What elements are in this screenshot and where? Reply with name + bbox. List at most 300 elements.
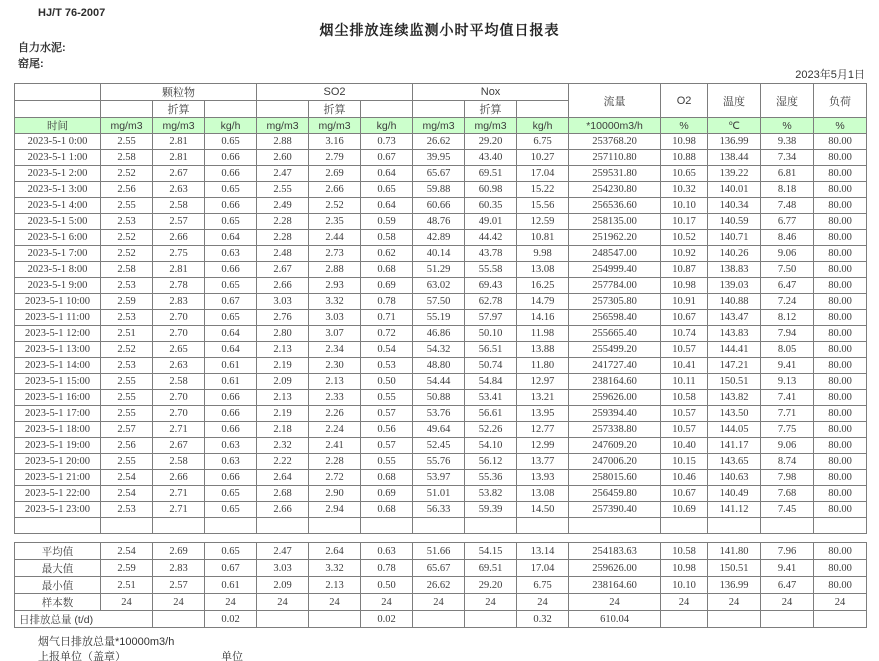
table-cell: 2.63 [153,358,205,374]
table-cell: 610.04 [569,611,661,628]
table-cell: 29.20 [465,134,517,150]
table-cell: 0.59 [361,214,413,230]
table-cell: 69.43 [465,278,517,294]
table-cell: 2.88 [309,262,361,278]
table-cell: 0.65 [361,182,413,198]
table-cell: 2023-5-1 23:00 [15,502,101,518]
table-cell: 2.57 [153,577,205,594]
table-cell [153,611,205,628]
table-cell: 24 [517,594,569,611]
table-cell: 10.65 [661,166,708,182]
table-cell [257,518,309,534]
table-cell: 0.64 [205,342,257,358]
table-cell: 8.18 [761,182,814,198]
table-cell: 0.50 [361,374,413,390]
table-row [15,294,867,310]
table-cell: 80.00 [814,342,867,358]
table-cell: 2.13 [257,342,309,358]
table-cell: 138.83 [708,262,761,278]
table-cell: 2.13 [309,374,361,390]
table-cell: 2.71 [153,422,205,438]
table-cell: 247609.20 [569,438,661,454]
table-row [15,543,867,560]
table-cell [708,611,761,628]
table-cell: 0.69 [361,486,413,502]
table-cell: 10.57 [661,422,708,438]
table-cell: 10.67 [661,486,708,502]
table-cell: 0.02 [361,611,413,628]
table-cell [708,518,761,534]
table-cell: 2.56 [101,438,153,454]
table-cell: 52.26 [465,422,517,438]
col-temperature: 温度 [708,84,761,118]
table-cell: 80.00 [814,310,867,326]
table-cell: 2023-5-1 10:00 [15,294,101,310]
table-cell: 2.58 [153,374,205,390]
table-row [15,310,867,326]
table-row [15,560,867,577]
table-cell: 2.60 [257,150,309,166]
table-cell: 80.00 [814,422,867,438]
table-cell: 53.82 [465,486,517,502]
table-cell: 12.97 [517,374,569,390]
table-cell: 最大值 [15,560,101,577]
table-cell: 0.65 [205,134,257,150]
table-row [15,486,867,502]
table-cell: 2.70 [153,310,205,326]
table-cell: 51.29 [413,262,465,278]
table-cell: 2023-5-1 5:00 [15,214,101,230]
table-cell: 80.00 [814,134,867,150]
table-cell: 0.63 [205,246,257,262]
table-cell: 2.51 [101,577,153,594]
table-cell: 11.80 [517,358,569,374]
table-cell: 2.55 [101,134,153,150]
table-cell: 15.22 [517,182,569,198]
report-tables [14,83,866,628]
table-cell: 2.09 [257,577,309,594]
table-cell: 2.28 [257,214,309,230]
table-cell: 2.58 [153,198,205,214]
table-cell: 2023-5-1 15:00 [15,374,101,390]
table-cell: 2.63 [153,182,205,198]
table-cell: 2.80 [257,326,309,342]
table-cell: 56.12 [465,454,517,470]
table-cell: 2.66 [153,470,205,486]
table-cell: 2.70 [153,406,205,422]
table-cell: 2.70 [153,390,205,406]
table-cell: 43.78 [465,246,517,262]
table-cell: 9.41 [761,560,814,577]
table-cell: 0.64 [205,230,257,246]
flue-gas-total-note: 烟气日排放总量*10000m3/h [38,636,175,648]
table-cell: 57.97 [465,310,517,326]
table-cell: 2.55 [257,182,309,198]
table-cell: 2.67 [153,438,205,454]
table-cell: 13.88 [517,342,569,358]
table-cell: 6.47 [761,577,814,594]
table-cell: 63.02 [413,278,465,294]
table-cell: 80.00 [814,486,867,502]
table-cell: 0.66 [205,406,257,422]
table-cell: 2023-5-1 12:00 [15,326,101,342]
table-cell: 258015.60 [569,470,661,486]
table-cell: 143.65 [708,454,761,470]
table-cell: 65.67 [413,560,465,577]
table-cell: 2.83 [153,560,205,577]
table-row [15,577,867,594]
table-cell: 6.75 [517,577,569,594]
table-cell: 54.10 [465,438,517,454]
table-cell: 255499.20 [569,342,661,358]
table-cell: 2023-5-1 2:00 [15,166,101,182]
blank-cell [413,101,465,118]
table-cell: 2.65 [153,342,205,358]
table-cell: 6.47 [761,278,814,294]
table-cell: 6.75 [517,134,569,150]
table-cell: 144.05 [708,422,761,438]
table-cell: 141.12 [708,502,761,518]
table-cell: 10.17 [661,214,708,230]
table-cell: 样本数 [15,594,101,611]
table-cell: 2023-5-1 6:00 [15,230,101,246]
table-cell: 55.58 [465,262,517,278]
table-cell: 0.66 [205,422,257,438]
table-cell: 7.48 [761,198,814,214]
table-cell: 10.81 [517,230,569,246]
unit-cell: kg/h [361,118,413,134]
table-cell: 10.58 [661,543,708,560]
table-cell: 7.34 [761,150,814,166]
table-cell [413,518,465,534]
table-cell: 80.00 [814,262,867,278]
col-humidity: 湿度 [761,84,814,118]
table-cell: 255665.40 [569,326,661,342]
table-cell: 69.51 [465,560,517,577]
table-cell: 2.41 [309,438,361,454]
table-cell: 69.51 [465,166,517,182]
table-cell: 138.44 [708,150,761,166]
blank-cell [101,101,153,118]
table-cell: 2.26 [309,406,361,422]
table-cell: 257390.40 [569,502,661,518]
table-cell: 2.81 [153,150,205,166]
table-cell: 24 [309,594,361,611]
table-cell: 254230.80 [569,182,661,198]
table-cell: 7.41 [761,390,814,406]
table-cell: 10.88 [661,150,708,166]
table-cell: 3.03 [257,560,309,577]
converted-label-so2: 折算 [309,101,361,118]
table-cell: 2.58 [101,262,153,278]
report-unit-label: 上报单位（盖章） [38,651,126,661]
table-cell: 24 [814,594,867,611]
table-cell: 0.57 [361,406,413,422]
table-cell: 3.32 [309,294,361,310]
table-cell: 48.76 [413,214,465,230]
table-cell: 50.10 [465,326,517,342]
table-row [15,166,867,182]
table-cell: 24 [205,594,257,611]
table-cell: 57.50 [413,294,465,310]
table-cell: 0.78 [361,294,413,310]
table-cell: 3.07 [309,326,361,342]
table-cell: 49.01 [465,214,517,230]
table-cell: 7.96 [761,543,814,560]
table-cell: 150.51 [708,374,761,390]
table-cell: 2.51 [101,326,153,342]
table-cell: 2.32 [257,438,309,454]
table-cell: 50.88 [413,390,465,406]
table-cell: 80.00 [814,166,867,182]
table-row [15,502,867,518]
unit-cell: mg/m3 [413,118,465,134]
table-cell: 0.67 [205,560,257,577]
table-cell: 24 [569,594,661,611]
table-cell [661,518,708,534]
table-cell: 2.67 [257,262,309,278]
table-cell: 2023-5-1 22:00 [15,486,101,502]
table-cell: 10.69 [661,502,708,518]
table-cell: 8.46 [761,230,814,246]
table-cell: 0.66 [205,150,257,166]
table-cell: 10.58 [661,390,708,406]
table-cell: 7.71 [761,406,814,422]
table-cell: 80.00 [814,406,867,422]
table-cell: 143.47 [708,310,761,326]
summary-rows [15,543,867,628]
table-cell: 10.57 [661,342,708,358]
table-cell: 2.73 [309,246,361,262]
table-cell: 9.98 [517,246,569,262]
table-cell: 140.88 [708,294,761,310]
table-cell: 2023-5-1 18:00 [15,422,101,438]
table-cell: 0.64 [361,198,413,214]
table-cell: 0.63 [361,543,413,560]
table-cell: 0.58 [361,230,413,246]
table-cell: 259531.80 [569,166,661,182]
table-cell: 9.41 [761,358,814,374]
table-cell: 10.40 [661,438,708,454]
table-cell: 9.06 [761,246,814,262]
table-cell: 16.25 [517,278,569,294]
table-cell: 139.03 [708,278,761,294]
table-cell: 24 [708,594,761,611]
table-cell: 55.76 [413,454,465,470]
unit-cell: ℃ [708,118,761,134]
table-cell: 56.33 [413,502,465,518]
table-cell: 2.19 [257,406,309,422]
table-cell: 3.03 [309,310,361,326]
table-row [15,182,867,198]
table-cell: 7.94 [761,326,814,342]
table-cell: 2.22 [257,454,309,470]
blank-cell [257,101,309,118]
table-cell: 40.14 [413,246,465,262]
table-cell: 2023-5-1 7:00 [15,246,101,262]
table-cell: 0.55 [361,390,413,406]
report-date: 2023年5月1日 [795,69,865,81]
table-cell: 2.72 [309,470,361,486]
table-cell: 56.61 [465,406,517,422]
table-cell: 259394.40 [569,406,661,422]
table-cell: 2.59 [101,294,153,310]
table-cell: 10.92 [661,246,708,262]
table-cell: 10.98 [661,560,708,577]
table-cell: 24 [257,594,309,611]
standard-code: HJ/T 76-2007 [38,7,106,19]
table-cell: 0.55 [361,454,413,470]
table-cell: 0.73 [361,134,413,150]
table-row [15,406,867,422]
table-cell: 2023-5-1 11:00 [15,310,101,326]
table-cell: 2.54 [101,470,153,486]
table-cell: 0.54 [361,342,413,358]
table-cell: 24 [761,594,814,611]
table-cell: 80.00 [814,326,867,342]
table-cell: 0.68 [361,262,413,278]
table-cell: 42.89 [413,230,465,246]
table-cell: 10.46 [661,470,708,486]
table-row [15,390,867,406]
unit-cell: mg/m3 [465,118,517,134]
table-cell: 10.27 [517,150,569,166]
table-cell: 254999.40 [569,262,661,278]
table-cell: 26.62 [413,134,465,150]
table-cell: 46.86 [413,326,465,342]
table-cell: 56.51 [465,342,517,358]
table-cell: 2.52 [309,198,361,214]
table-cell: 256536.60 [569,198,661,214]
table-cell: 80.00 [814,560,867,577]
table-cell: 2023-5-1 19:00 [15,438,101,454]
table-cell: 257784.00 [569,278,661,294]
table-cell: 10.91 [661,294,708,310]
table-row [15,214,867,230]
table-cell: 15.56 [517,198,569,214]
table-cell: 2.47 [257,166,309,182]
table-cell: 2.81 [153,134,205,150]
table-row [15,278,867,294]
table-cell: 0.66 [205,470,257,486]
table-cell: 139.22 [708,166,761,182]
table-cell: 2.71 [153,486,205,502]
table-cell: 2023-5-1 13:00 [15,342,101,358]
table-cell: 2023-5-1 14:00 [15,358,101,374]
converted-label-pm: 折算 [153,101,205,118]
table-cell: 13.08 [517,486,569,502]
table-cell: 2.66 [309,182,361,198]
table-header [15,84,867,134]
table-cell: 10.57 [661,406,708,422]
table-cell: 0.69 [361,278,413,294]
table-cell: 17.04 [517,560,569,577]
table-cell: 2.53 [101,502,153,518]
table-cell: 2.93 [309,278,361,294]
table-cell: 2.09 [257,374,309,390]
table-cell: 13.21 [517,390,569,406]
table-cell: 0.68 [361,470,413,486]
table-cell: 17.04 [517,166,569,182]
table-cell [517,518,569,534]
table-cell: 2.57 [153,214,205,230]
table-cell: 10.10 [661,577,708,594]
table-row [15,230,867,246]
table-cell: 2.83 [153,294,205,310]
table-cell: 257338.80 [569,422,661,438]
table-cell: 150.51 [708,560,761,577]
table-cell: 0.32 [517,611,569,628]
table-cell [761,518,814,534]
table-cell: 44.42 [465,230,517,246]
table-cell: 12.99 [517,438,569,454]
table-cell: 52.45 [413,438,465,454]
table-cell: 140.34 [708,198,761,214]
table-cell: 24 [361,594,413,611]
table-cell: 80.00 [814,246,867,262]
summary-table [14,542,867,628]
table-cell: 80.00 [814,198,867,214]
table-cell: 2.75 [153,246,205,262]
table-cell [205,518,257,534]
table-cell: 2.56 [101,182,153,198]
table-cell: 54.84 [465,374,517,390]
table-cell: 2.76 [257,310,309,326]
table-cell: 2023-5-1 9:00 [15,278,101,294]
table-cell: 11.98 [517,326,569,342]
table-cell: 2.55 [101,198,153,214]
table-cell: 8.05 [761,342,814,358]
blank-cell [205,101,257,118]
table-cell: 10.15 [661,454,708,470]
table-cell: 0.65 [205,182,257,198]
table-cell: 2023-5-1 17:00 [15,406,101,422]
table-cell: 12.59 [517,214,569,230]
table-cell: 3.16 [309,134,361,150]
table-cell: 2.33 [309,390,361,406]
table-cell: 2.52 [101,230,153,246]
table-cell: 80.00 [814,390,867,406]
table-cell: 80.00 [814,543,867,560]
table-cell: 7.68 [761,486,814,502]
table-cell: 54.44 [413,374,465,390]
table-cell: 2.81 [153,262,205,278]
table-cell: 51.01 [413,486,465,502]
unit-cell: mg/m3 [153,118,205,134]
table-row [15,422,867,438]
table-cell: 2.53 [101,214,153,230]
table-cell: 143.50 [708,406,761,422]
table-cell: 2.13 [257,390,309,406]
table-cell: 65.67 [413,166,465,182]
table-cell: 0.65 [205,278,257,294]
table-cell: 2.30 [309,358,361,374]
table-cell: 0.65 [205,310,257,326]
table-cell: 0.53 [361,358,413,374]
unit-cell: % [761,118,814,134]
table-cell: 13.14 [517,543,569,560]
table-cell: 0.65 [205,502,257,518]
table-cell: 14.50 [517,502,569,518]
table-cell: 60.98 [465,182,517,198]
table-cell: 258135.00 [569,214,661,230]
table-cell: 2023-5-1 4:00 [15,198,101,214]
header-units-row [15,118,867,134]
table-cell: 0.67 [205,294,257,310]
table-cell: 140.01 [708,182,761,198]
table-cell: 256598.40 [569,310,661,326]
table-cell: 2.49 [257,198,309,214]
